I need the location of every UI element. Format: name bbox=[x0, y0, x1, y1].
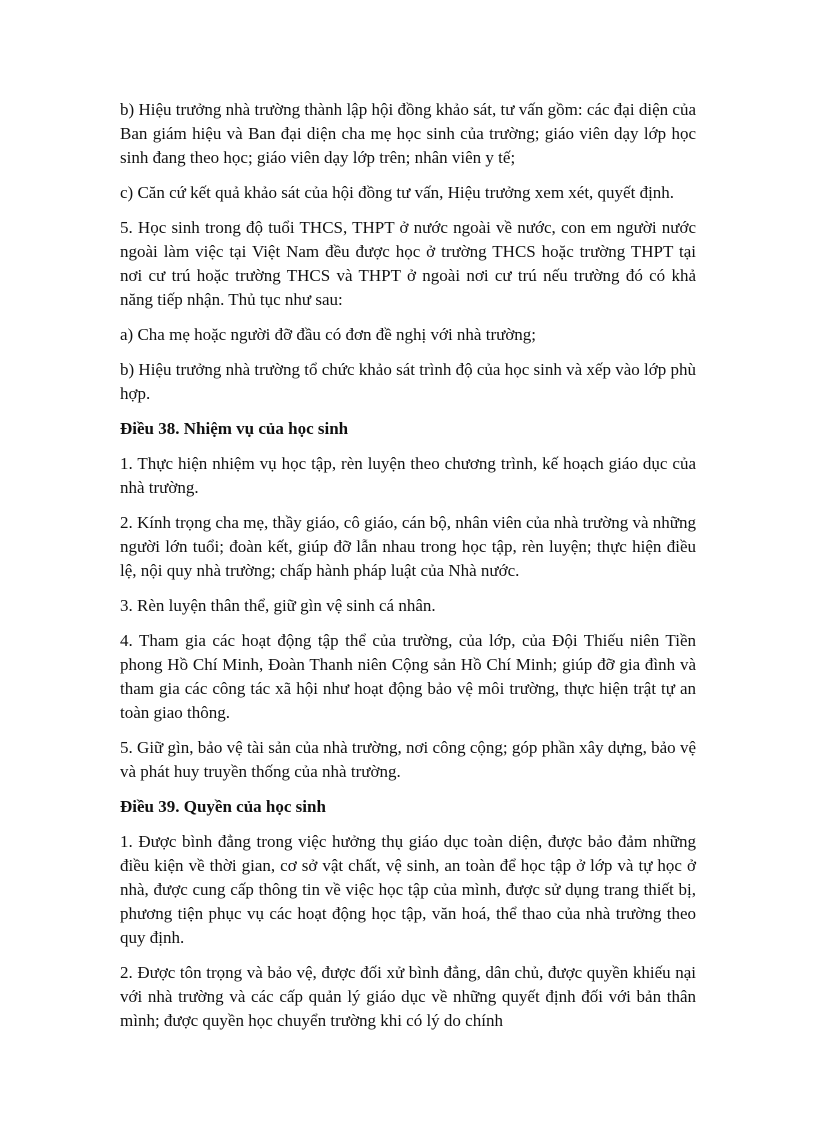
paragraph-38-4: 4. Tham gia các hoạt động tập thể của trường, của lớp, của Đội Thiếu niên Tiền phong Hồ Chí Minh, Đoàn Thanh niên Cộng sản Hồ Chí Minh; giúp đỡ gia đình và tham gia các công tác xã hội như hoạt động bảo vệ môi trường, thực hiện trật tự an toàn giao thông. bbox=[120, 631, 696, 722]
paragraph-38-2: 2. Kính trọng cha mẹ, thầy giáo, cô giáo, cán bộ, nhân viên của nhà trường và những người lớn tuổi; đoàn kết, giúp đỡ lẫn nhau trong học tập, rèn luyện; thực hiện điều lệ, nội quy nhà trường; chấp hành pháp luật của Nhà nước. bbox=[120, 513, 696, 580]
paragraph-4b-survey-council: b) Hiệu trưởng nhà trường thành lập hội đồng khảo sát, tư vấn gồm: các đại diện của Ban giám hiệu và Ban đại diện cha mẹ học sinh của trường; giáo viên dạy lớp học sinh đang theo học; giáo viên dạy lớp trên; nhân viên y tế; bbox=[120, 100, 696, 167]
document-page bbox=[120, 98, 696, 1044]
paragraph-5-foreign-students: 5. Học sinh trong độ tuổi THCS, THPT ở nước ngoài về nước, con em người nước ngoài làm việc tại Việt Nam đều được học ở trường THCS hoặc trường THPT tại nơi cư trú hoặc trường THCS và THPT ở ngoài nơi cư trú nếu trường đó có khả năng tiếp nhận. Thủ tục như sau: bbox=[120, 218, 696, 309]
heading-article-38: Điều 38. Nhiệm vụ của học sinh bbox=[120, 419, 349, 438]
paragraph-5b-assessment: b) Hiệu trưởng nhà trường tổ chức khảo sát trình độ của học sinh và xếp vào lớp phù hợp. bbox=[120, 360, 696, 403]
paragraph-38-5: 5. Giữ gìn, bảo vệ tài sản của nhà trường, nơi công cộng; góp phần xây dựng, bảo vệ và phát huy truyền thống của nhà trường. bbox=[120, 738, 696, 781]
paragraph-4c-principal-decision: c) Căn cứ kết quả khảo sát của hội đồng tư vấn, Hiệu trưởng xem xét, quyết định. bbox=[120, 183, 675, 202]
paragraph-38-3: 3. Rèn luyện thân thể, giữ gìn vệ sinh cá nhân. bbox=[120, 596, 436, 615]
paragraph-38-1: 1. Thực hiện nhiệm vụ học tập, rèn luyện theo chương trình, kế hoạch giáo dục của nhà trường. bbox=[120, 454, 696, 497]
paragraph-5a-application: a) Cha mẹ hoặc người đỡ đầu có đơn đề nghị với nhà trường; bbox=[120, 325, 537, 344]
paragraph-39-2: 2. Được tôn trọng và bảo vệ, được đối xử bình đẳng, dân chủ, được quyền khiếu nại với nhà trường và các cấp quản lý giáo dục về những quyết định đối với bản thân mình; được quyền học chuyển trường khi có lý do chính bbox=[120, 963, 696, 1030]
paragraph-39-1: 1. Được bình đẳng trong việc hưởng thụ giáo dục toàn diện, được bảo đảm những điều kiện về thời gian, cơ sở vật chất, vệ sinh, an toàn để học tập ở lớp và tự học ở nhà, được cung cấp thông tin về việc học tập của mình, được sử dụng trang thiết bị, phương tiện phục vụ các hoạt động học tập, văn hoá, thể thao của nhà trường theo quy định. bbox=[120, 832, 696, 947]
heading-article-39: Điều 39. Quyền của học sinh bbox=[120, 797, 326, 816]
